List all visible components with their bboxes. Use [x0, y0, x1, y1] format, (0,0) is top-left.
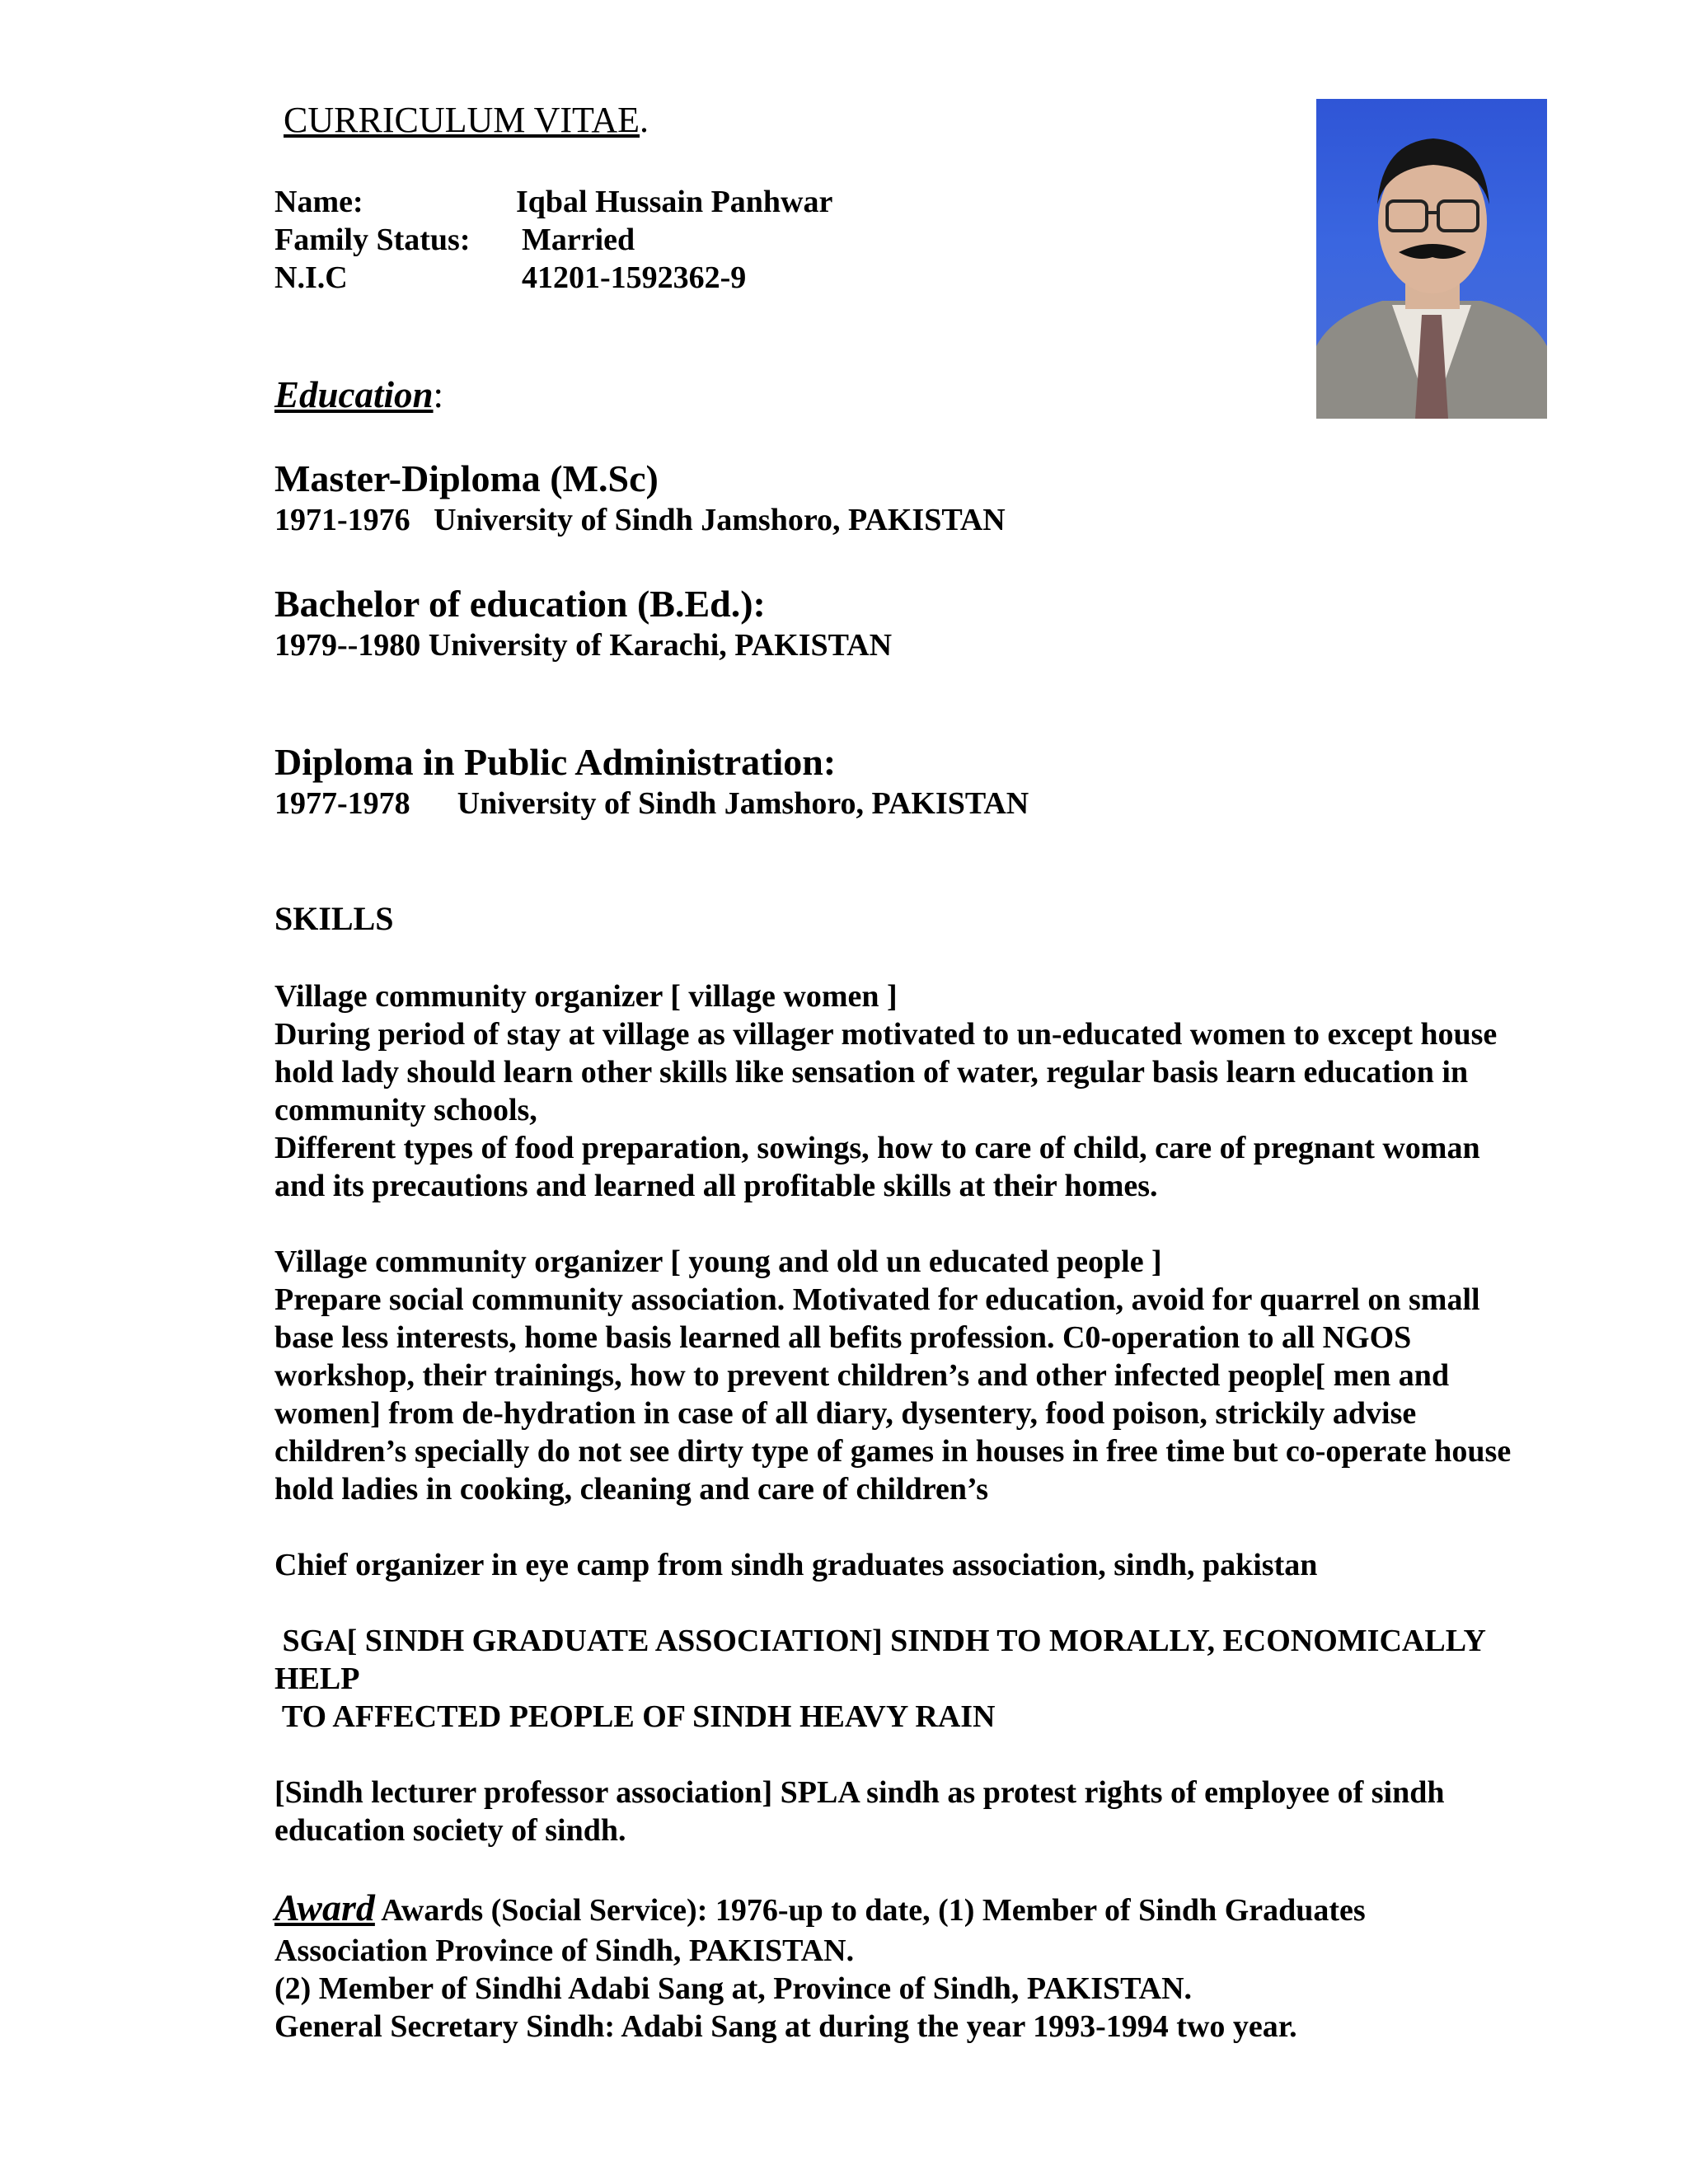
skills-para2-body: Prepare social community association. Motivated for education, avoid for quarrel on small base less interests, home basis learned all befits profession. C0-operation to all NGOS workshop, their trainings, how to prevent children’s and other infected people[ men and women] from de-hydration in case of all diary, dysentery, food poison, strickily advise children’s specially do not see dirty type of games in houses in free time but co-operate house hold ladies in cooking, cleaning and care of children’s: [274, 1282, 1512, 1507]
skills-para1-title: Village community organizer [ village women ]: [274, 979, 898, 1014]
portrait-photo: [1316, 99, 1547, 419]
personal-label: Name:: [274, 185, 363, 219]
personal-value: Married: [522, 223, 635, 257]
degree-title: Master-Diploma (M.Sc): [274, 457, 659, 499]
education-heading: [274, 373, 443, 417]
skills-para2-title: Village community organizer [ young and old un educated people ]: [274, 1244, 1162, 1279]
spla-text: [Sindh lecturer professor association] SPLA sindh as protest rights of employee of sindh education society of sindh.: [274, 1775, 1445, 1848]
degree-detail: 1979--1980 University of Karachi, PAKISTAN: [274, 628, 893, 663]
cv-title-dot: .: [640, 100, 649, 140]
degree-title: Diploma in Public Administration:: [274, 741, 837, 783]
personal-label: Family Status:: [274, 223, 471, 257]
education-heading-colon: :: [433, 374, 444, 415]
personal-value: Iqbal Hussain Panhwar: [516, 185, 833, 219]
skills-para1-body: During period of stay at village as villager motivated to un-educated women to except house hold lady should learn other skills like sensation of water, regular basis learn education in community schools, Different types of food preparation, sowings, how to care of child, care of pregnant woman and its precautions and learned all profitable skills at their homes.: [274, 1017, 1498, 1203]
award-word: Award: [274, 1886, 375, 1929]
award-line1: Awards (Social Service): 1976-up to date, (1) Member of Sindh Graduates: [374, 1893, 1366, 1928]
personal-label: N.I.C: [274, 260, 348, 295]
personal-row-nic: [274, 259, 747, 297]
personal-row-name: [274, 183, 833, 221]
degree-detail: 1977-1978 University of Sindh Jamshoro, PAKISTAN: [274, 786, 1029, 821]
education-heading-text: Education: [274, 374, 434, 415]
award-rest: Association Province of Sindh, PAKISTAN. (2) Member of Sindhi Adabi Sang at, Province of Sindh, PAKISTAN. General Secretary Sindh: Adabi Sang at during the year 1993-1994 two year.: [274, 1933, 1297, 2044]
portrait-illustration: [1316, 99, 1547, 419]
degree-title: Bachelor of education (B.Ed.):: [274, 583, 766, 625]
personal-row-family: [274, 221, 635, 259]
cv-title-text: CURRICULUM VITAE: [284, 100, 640, 140]
cv-title: [274, 99, 649, 142]
sga-text: SGA[ SINDH GRADUATE ASSOCIATION] SINDH TO MORALLY, ECONOMICALLY HELP TO AFFECTED PEOPLE OF SINDH HEAVY RAIN: [274, 1624, 1486, 1734]
eye-camp-text: Chief organizer in eye camp from sindh graduates association, sindh, pakistan: [274, 1548, 1318, 1582]
award-line: [274, 1886, 1593, 1929]
personal-value: 41201-1592362-9: [522, 260, 747, 295]
degree-detail: 1971-1976 University of Sindh Jamshoro, PAKISTAN: [274, 503, 1006, 537]
skills-heading: SKILLS: [274, 900, 394, 937]
